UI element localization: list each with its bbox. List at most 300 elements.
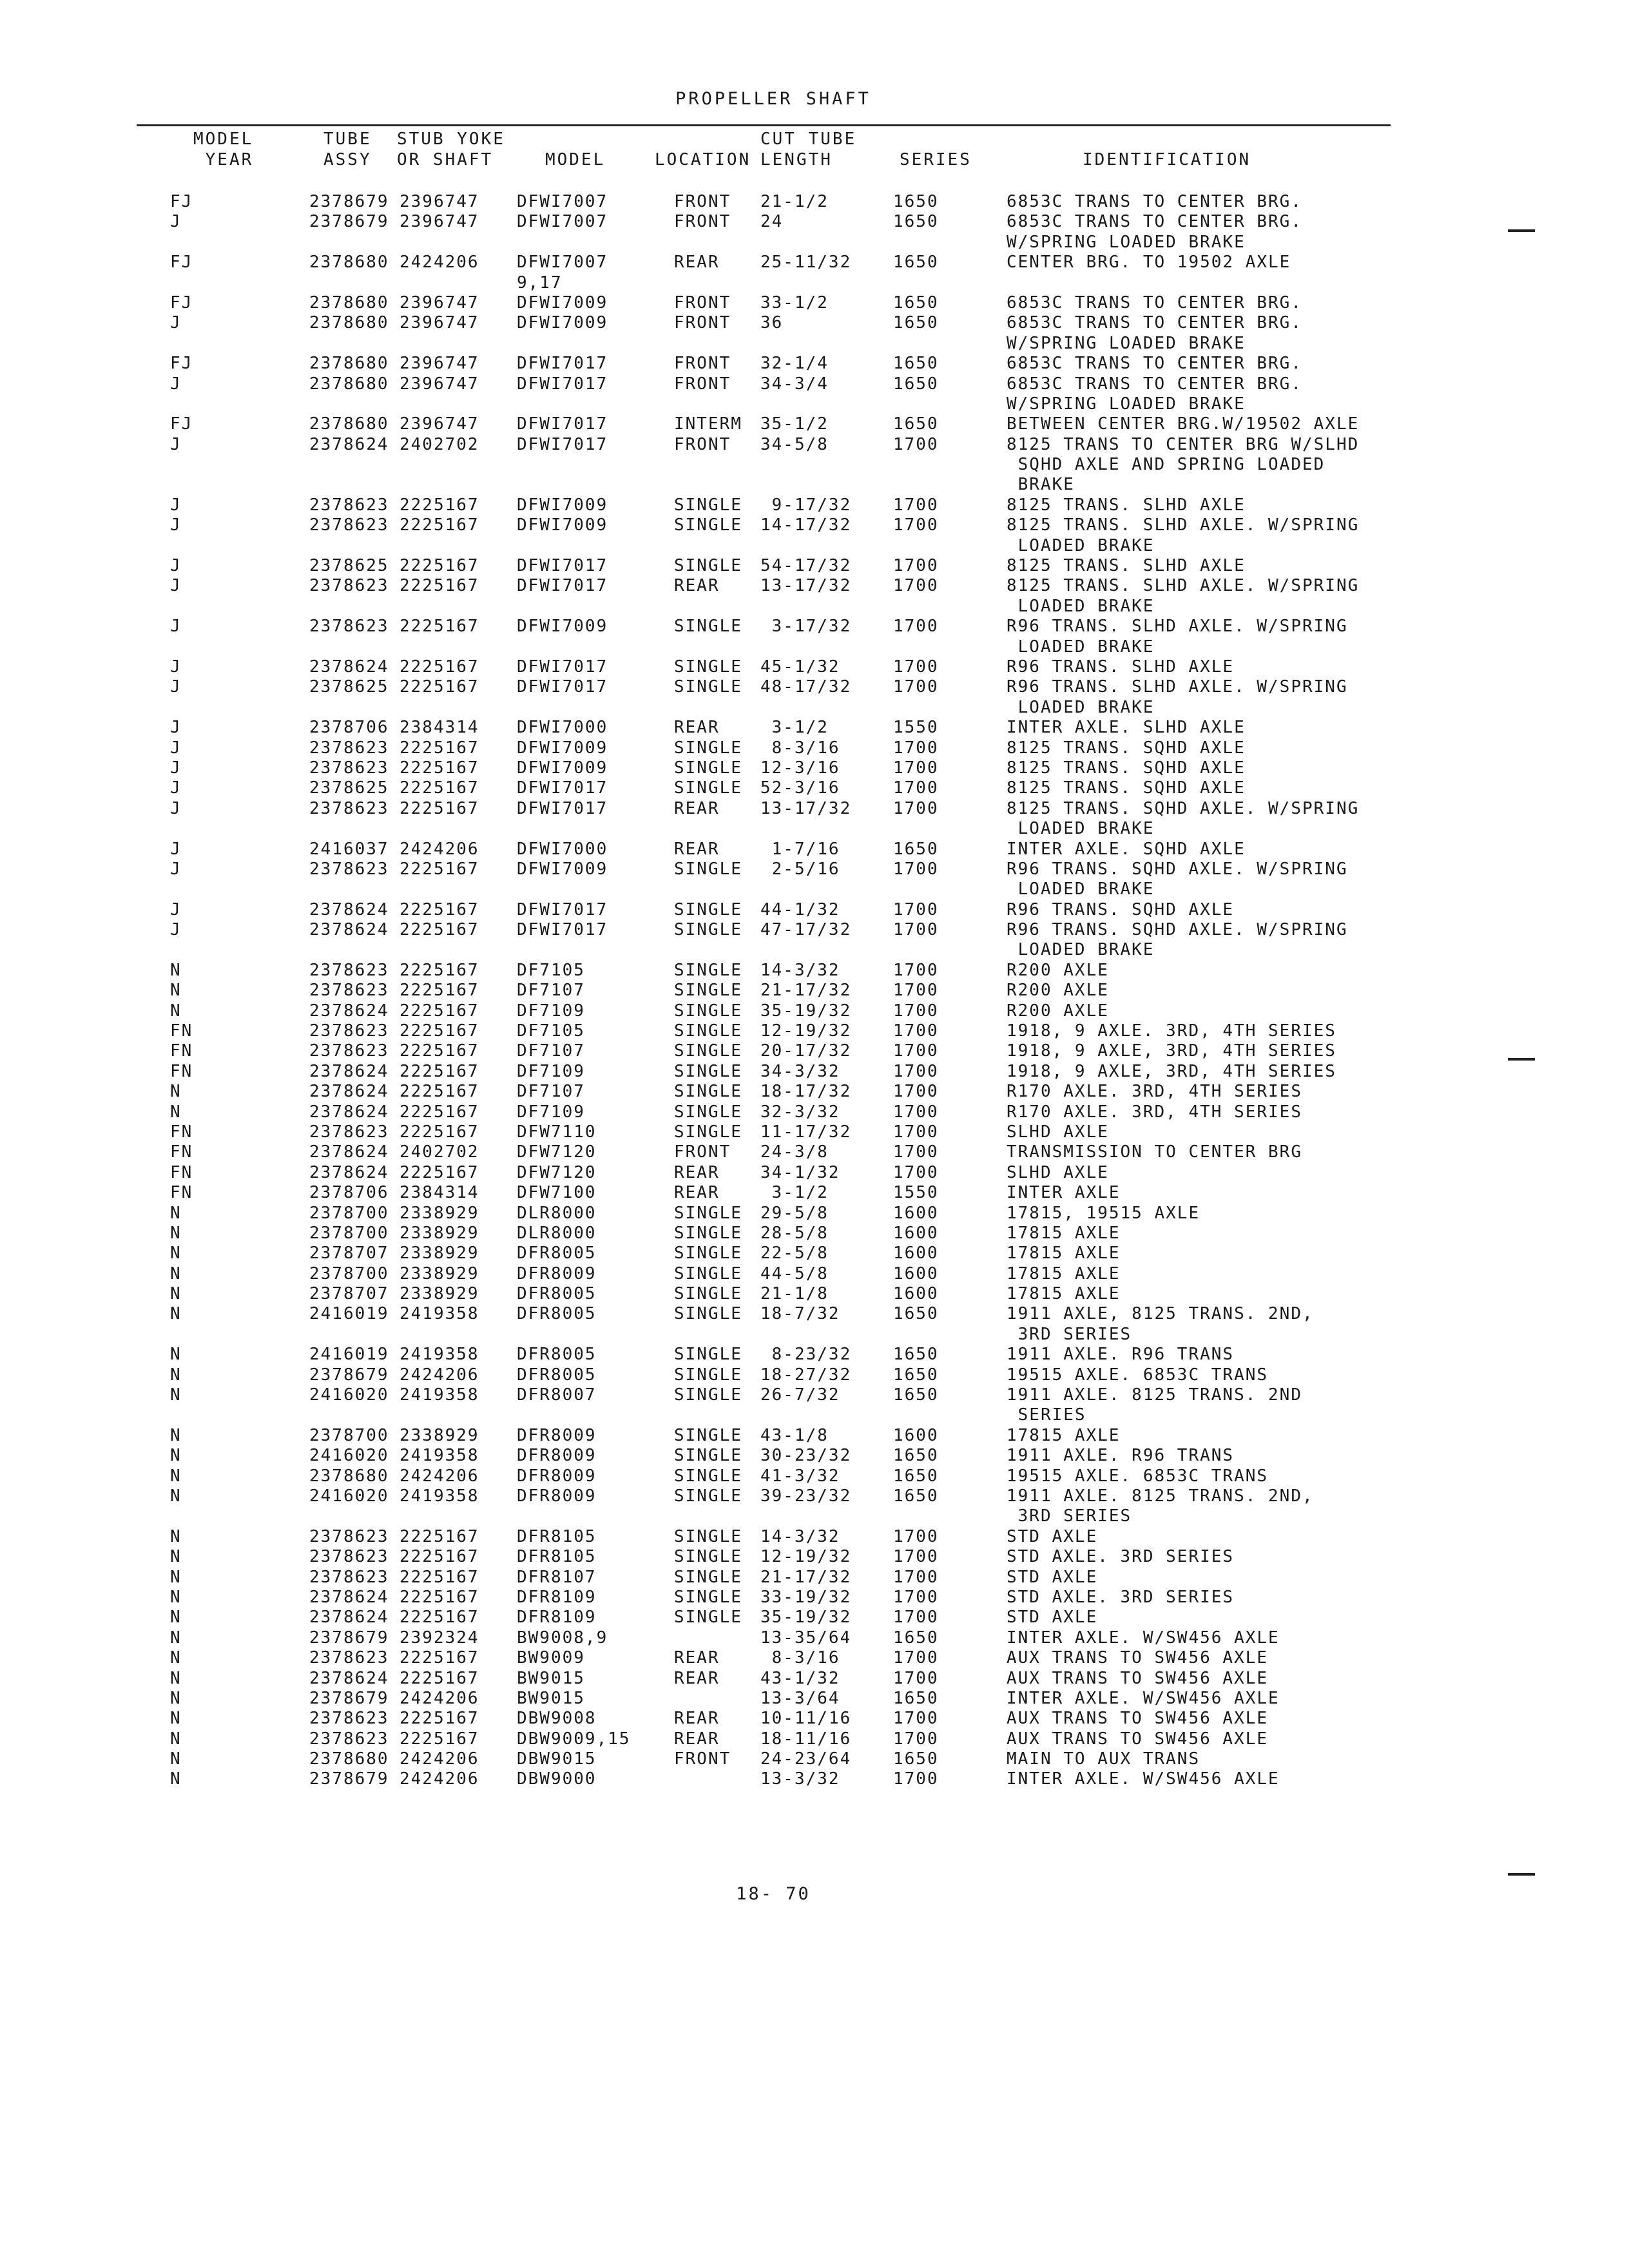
cell-identification: 8125 TRANS TO CENTER BRG W/SLHD bbox=[1007, 434, 1360, 454]
cell-identification: TRANSMISSION TO CENTER BRG bbox=[1007, 1142, 1302, 1162]
cell-model: DFWI7009 bbox=[517, 758, 608, 778]
cell-cut-length: 54-17/32 bbox=[760, 556, 852, 576]
cell-model-year: J bbox=[170, 313, 182, 333]
table-row bbox=[0, 1102, 1629, 1122]
cell-cut-length: 34-3/4 bbox=[760, 374, 829, 394]
cell-stub-yoke: 2419358 bbox=[400, 1385, 479, 1405]
table-row bbox=[0, 1244, 1629, 1264]
cell-identification: LOADED BRAKE bbox=[1007, 535, 1155, 555]
cell-identification: R96 TRANS. SQHD AXLE. W/SPRING bbox=[1007, 859, 1348, 879]
cell-tube-assy: 2378623 bbox=[309, 859, 389, 879]
cell-model-year: N bbox=[170, 1648, 182, 1668]
cell-location: REAR bbox=[674, 1648, 720, 1668]
cell-location: FRONT bbox=[674, 313, 731, 333]
cell-stub-yoke: 2225167 bbox=[400, 1709, 479, 1729]
cell-tube-assy: 2378623 bbox=[309, 576, 389, 596]
table-row bbox=[0, 1122, 1629, 1142]
cell-cut-length: 24-23/64 bbox=[760, 1749, 852, 1769]
cell-model: DFR8009 bbox=[517, 1446, 597, 1466]
cell-identification: W/SPRING LOADED BRAKE bbox=[1007, 333, 1246, 353]
cell-series: 1700 bbox=[893, 1547, 939, 1567]
table-row bbox=[0, 536, 1629, 556]
cell-model: DFWI7017 bbox=[517, 434, 608, 454]
cell-model: DFWI7009 bbox=[517, 859, 608, 879]
cell-location: SINGLE bbox=[674, 1466, 742, 1486]
cell-stub-yoke: 2225167 bbox=[400, 657, 479, 677]
cell-location: SINGLE bbox=[674, 1082, 742, 1102]
margin-mark bbox=[1508, 1873, 1535, 1876]
table-row bbox=[0, 515, 1629, 535]
cell-location: REAR bbox=[674, 1668, 720, 1688]
cell-cut-length: 35-19/32 bbox=[760, 1001, 852, 1021]
cell-tube-assy: 2378679 bbox=[309, 1769, 389, 1789]
cell-series: 1700 bbox=[893, 859, 939, 879]
cell-model: DFR8005 bbox=[517, 1244, 597, 1264]
cell-model-year: J bbox=[170, 920, 182, 940]
cell-location: FRONT bbox=[674, 293, 731, 312]
table-row bbox=[0, 334, 1629, 354]
cell-tube-assy: 2378623 bbox=[309, 1526, 389, 1546]
cell-identification: 1918, 9 AXLE, 3RD, 4TH SERIES bbox=[1007, 1041, 1336, 1061]
cell-location: FRONT bbox=[674, 1142, 731, 1162]
cell-cut-length: 28-5/8 bbox=[760, 1223, 829, 1243]
cell-location: SINGLE bbox=[674, 1122, 742, 1142]
cell-identification: 6853C TRANS TO CENTER BRG. bbox=[1007, 313, 1302, 333]
cell-model-year: J bbox=[170, 556, 182, 576]
cell-tube-assy: 2378680 bbox=[309, 1749, 389, 1769]
cell-stub-yoke: 2396747 bbox=[400, 293, 479, 312]
cell-model: DFR8009 bbox=[517, 1425, 597, 1445]
table-row bbox=[0, 718, 1629, 738]
cell-model-year: N bbox=[170, 1688, 182, 1708]
cell-model: 9,17 bbox=[517, 273, 563, 293]
cell-location: FRONT bbox=[674, 354, 731, 374]
cell-cut-length: 10-11/16 bbox=[760, 1709, 852, 1729]
cell-stub-yoke: 2402702 bbox=[400, 1142, 479, 1162]
cell-tube-assy: 2378680 bbox=[309, 313, 389, 333]
cell-location: REAR bbox=[674, 253, 720, 273]
cell-cut-length: 43-1/8 bbox=[760, 1425, 829, 1445]
cell-location: SINGLE bbox=[674, 1547, 742, 1567]
cell-model-year: N bbox=[170, 1587, 182, 1607]
cell-identification: 8125 TRANS. SQHD AXLE bbox=[1007, 778, 1246, 798]
table-row bbox=[0, 1062, 1629, 1082]
cell-tube-assy: 2378700 bbox=[309, 1203, 389, 1223]
table-row bbox=[0, 1345, 1629, 1365]
cell-series: 1700 bbox=[893, 1668, 939, 1688]
cell-location: REAR bbox=[674, 718, 720, 738]
cell-stub-yoke: 2419358 bbox=[400, 1486, 479, 1506]
cell-model-year: N bbox=[170, 1608, 182, 1628]
table-row bbox=[0, 1284, 1629, 1304]
cell-cut-length: 3-1/2 bbox=[760, 718, 829, 738]
table-row bbox=[0, 1204, 1629, 1224]
table-row bbox=[0, 920, 1629, 940]
cell-stub-yoke: 2384314 bbox=[400, 1183, 479, 1203]
table-row bbox=[0, 1304, 1629, 1324]
table-row bbox=[0, 637, 1629, 657]
cell-location: SINGLE bbox=[674, 899, 742, 919]
cell-model: DFWI7017 bbox=[517, 414, 608, 434]
margin-mark bbox=[1508, 229, 1535, 232]
cell-model: DF7105 bbox=[517, 1021, 585, 1041]
cell-model-year: N bbox=[170, 1284, 182, 1304]
table-row bbox=[0, 1669, 1629, 1689]
cell-tube-assy: 2416019 bbox=[309, 1304, 389, 1324]
cell-series: 1700 bbox=[893, 617, 939, 637]
cell-series: 1700 bbox=[893, 758, 939, 778]
cell-identification: AUX TRANS TO SW456 AXLE bbox=[1007, 1668, 1269, 1688]
cell-tube-assy: 2378680 bbox=[309, 374, 389, 394]
cell-tube-assy: 2378623 bbox=[309, 1547, 389, 1567]
cell-tube-assy: 2378707 bbox=[309, 1284, 389, 1304]
cell-tube-assy: 2378624 bbox=[309, 1001, 389, 1021]
cell-model: DFWI7007 bbox=[517, 192, 608, 211]
cell-series: 1700 bbox=[893, 576, 939, 596]
cell-tube-assy: 2378680 bbox=[309, 293, 389, 312]
cell-location: SINGLE bbox=[674, 738, 742, 758]
cell-series: 1600 bbox=[893, 1223, 939, 1243]
table-row bbox=[0, 738, 1629, 758]
cell-location: SINGLE bbox=[674, 1203, 742, 1223]
cell-model-year: N bbox=[170, 1223, 182, 1243]
cell-series: 1700 bbox=[893, 960, 939, 980]
table-row bbox=[0, 1325, 1629, 1345]
cell-series: 1700 bbox=[893, 434, 939, 454]
cell-model-year: J bbox=[170, 374, 182, 394]
cell-identification: STD AXLE bbox=[1007, 1608, 1098, 1628]
cell-series: 1700 bbox=[893, 1142, 939, 1162]
cell-tube-assy: 2378706 bbox=[309, 718, 389, 738]
cell-model-year: J bbox=[170, 899, 182, 919]
cell-identification: 6853C TRANS TO CENTER BRG. bbox=[1007, 192, 1302, 211]
cell-identification: R200 AXLE bbox=[1007, 981, 1109, 1001]
cell-stub-yoke: 2338929 bbox=[400, 1244, 479, 1264]
header-cut-tube-length: CUT TUBE LENGTH bbox=[760, 130, 857, 169]
cell-series: 1700 bbox=[893, 798, 939, 818]
cell-model-year: N bbox=[170, 1526, 182, 1546]
table-row bbox=[0, 819, 1629, 839]
cell-model-year: N bbox=[170, 1729, 182, 1749]
cell-identification: LOADED BRAKE bbox=[1007, 637, 1155, 657]
table-row bbox=[0, 435, 1629, 455]
cell-model: BW9009 bbox=[517, 1648, 585, 1668]
cell-cut-length: 21-17/32 bbox=[760, 981, 852, 1001]
cell-stub-yoke: 2338929 bbox=[400, 1264, 479, 1283]
cell-location: SINGLE bbox=[674, 1486, 742, 1506]
cell-stub-yoke: 2225167 bbox=[400, 1729, 479, 1749]
cell-model: DFW7110 bbox=[517, 1122, 597, 1142]
cell-cut-length: 43-1/32 bbox=[760, 1668, 840, 1688]
cell-stub-yoke: 2225167 bbox=[400, 1608, 479, 1628]
cell-stub-yoke: 2225167 bbox=[400, 1648, 479, 1668]
cell-cut-length: 24-3/8 bbox=[760, 1142, 829, 1162]
table-row bbox=[0, 617, 1629, 637]
cell-stub-yoke: 2225167 bbox=[400, 677, 479, 697]
cell-location: SINGLE bbox=[674, 758, 742, 778]
cell-series: 1600 bbox=[893, 1284, 939, 1304]
cell-identification: 17815 AXLE bbox=[1007, 1244, 1121, 1264]
table-row bbox=[0, 1224, 1629, 1244]
header-rule bbox=[137, 124, 1391, 126]
cell-series: 1650 bbox=[893, 1385, 939, 1405]
cell-identification: 17815 AXLE bbox=[1007, 1284, 1121, 1304]
table-row bbox=[0, 900, 1629, 920]
cell-series: 1700 bbox=[893, 1041, 939, 1061]
cell-identification: R96 TRANS. SLHD AXLE. W/SPRING bbox=[1007, 617, 1348, 637]
cell-stub-yoke: 2424206 bbox=[400, 1365, 479, 1385]
cell-identification: LOADED BRAKE bbox=[1007, 819, 1155, 839]
cell-tube-assy: 2378700 bbox=[309, 1223, 389, 1243]
table-row bbox=[0, 657, 1629, 677]
cell-series: 1650 bbox=[893, 313, 939, 333]
cell-identification: INTER AXLE. SQHD AXLE bbox=[1007, 839, 1246, 859]
cell-model-year: N bbox=[170, 1486, 182, 1506]
cell-location: SINGLE bbox=[674, 677, 742, 697]
cell-stub-yoke: 2384314 bbox=[400, 718, 479, 738]
cell-location: SINGLE bbox=[674, 1385, 742, 1405]
cell-model: DF7105 bbox=[517, 960, 585, 980]
cell-series: 1650 bbox=[893, 1486, 939, 1506]
cell-identification: 3RD SERIES bbox=[1007, 1506, 1132, 1526]
cell-stub-yoke: 2225167 bbox=[400, 1587, 479, 1607]
cell-model: DFWI7007 bbox=[517, 253, 608, 273]
table-row bbox=[0, 1608, 1629, 1628]
cell-identification: SLHD AXLE bbox=[1007, 1162, 1109, 1182]
cell-cut-length: 52-3/16 bbox=[760, 778, 840, 798]
cell-model: DFWI7017 bbox=[517, 354, 608, 374]
cell-cut-length: 13-35/64 bbox=[760, 1628, 852, 1648]
cell-location: SINGLE bbox=[674, 1001, 742, 1021]
cell-cut-length: 13-3/64 bbox=[760, 1688, 840, 1708]
cell-cut-length: 44-1/32 bbox=[760, 899, 840, 919]
cell-model-year: J bbox=[170, 576, 182, 596]
header-series: SERIES bbox=[900, 150, 972, 169]
cell-stub-yoke: 2338929 bbox=[400, 1223, 479, 1243]
cell-location: SINGLE bbox=[674, 1021, 742, 1041]
cell-stub-yoke: 2225167 bbox=[400, 1526, 479, 1546]
cell-series: 1650 bbox=[893, 192, 939, 211]
cell-model: DF7109 bbox=[517, 1102, 585, 1122]
cell-location: SINGLE bbox=[674, 1061, 742, 1081]
cell-model-year: N bbox=[170, 1102, 182, 1122]
cell-model-year: J bbox=[170, 212, 182, 232]
table-row bbox=[0, 981, 1629, 1001]
cell-series: 1700 bbox=[893, 556, 939, 576]
cell-stub-yoke: 2424206 bbox=[400, 1466, 479, 1486]
cell-stub-yoke: 2225167 bbox=[400, 981, 479, 1001]
cell-model: DFWI7017 bbox=[517, 576, 608, 596]
cell-cut-length: 47-17/32 bbox=[760, 920, 852, 940]
table-row bbox=[0, 1183, 1629, 1203]
cell-model-year: N bbox=[170, 1082, 182, 1102]
cell-identification: INTER AXLE. W/SW456 AXLE bbox=[1007, 1628, 1280, 1648]
table-row bbox=[0, 677, 1629, 697]
cell-identification: 1911 AXLE. 8125 TRANS. 2ND bbox=[1007, 1385, 1302, 1405]
cell-identification: AUX TRANS TO SW456 AXLE bbox=[1007, 1648, 1269, 1668]
table-row bbox=[0, 1426, 1629, 1446]
table-row bbox=[0, 1506, 1629, 1526]
cell-tube-assy: 2378625 bbox=[309, 556, 389, 576]
cell-model: DFWI7009 bbox=[517, 738, 608, 758]
cell-series: 1650 bbox=[893, 1466, 939, 1486]
cell-model: BW9015 bbox=[517, 1688, 585, 1708]
cell-identification: R96 TRANS. SLHD AXLE. W/SPRING bbox=[1007, 677, 1348, 697]
cell-model: DLR8000 bbox=[517, 1223, 597, 1243]
cell-cut-length: 12-19/32 bbox=[760, 1547, 852, 1567]
cell-series: 1700 bbox=[893, 738, 939, 758]
table-row bbox=[0, 1001, 1629, 1021]
cell-cut-length: 1-7/16 bbox=[760, 839, 840, 859]
cell-stub-yoke: 2419358 bbox=[400, 1345, 479, 1365]
table-row bbox=[0, 374, 1629, 394]
cell-model: DLR8000 bbox=[517, 1203, 597, 1223]
cell-series: 1700 bbox=[893, 1082, 939, 1102]
cell-model-year: J bbox=[170, 839, 182, 859]
cell-stub-yoke: 2424206 bbox=[400, 1688, 479, 1708]
cell-model: DFWI7007 bbox=[517, 212, 608, 232]
cell-series: 1650 bbox=[893, 354, 939, 374]
table-row bbox=[0, 1729, 1629, 1749]
cell-stub-yoke: 2424206 bbox=[400, 1769, 479, 1789]
cell-stub-yoke: 2225167 bbox=[400, 899, 479, 919]
cell-series: 1600 bbox=[893, 1425, 939, 1445]
cell-cut-length: 8-3/16 bbox=[760, 738, 840, 758]
page-number: 18- 70 bbox=[736, 1884, 811, 1904]
table-row bbox=[0, 1689, 1629, 1709]
cell-tube-assy: 2378679 bbox=[309, 212, 389, 232]
cell-identification: 1911 AXLE. R96 TRANS bbox=[1007, 1345, 1235, 1365]
cell-identification: 8125 TRANS. SQHD AXLE bbox=[1007, 738, 1246, 758]
cell-tube-assy: 2416037 bbox=[309, 839, 389, 859]
cell-series: 1700 bbox=[893, 657, 939, 677]
table-row bbox=[0, 597, 1629, 617]
cell-identification: SLHD AXLE bbox=[1007, 1122, 1109, 1142]
table-row bbox=[0, 860, 1629, 879]
cell-identification: 19515 AXLE. 6853C TRANS bbox=[1007, 1466, 1269, 1486]
cell-stub-yoke: 2225167 bbox=[400, 1567, 479, 1587]
table-row bbox=[0, 1588, 1629, 1608]
cell-location: REAR bbox=[674, 1729, 720, 1749]
cell-series: 1650 bbox=[893, 414, 939, 434]
cell-cut-length: 18-11/16 bbox=[760, 1729, 852, 1749]
cell-series: 1700 bbox=[893, 1729, 939, 1749]
cell-stub-yoke: 2424206 bbox=[400, 253, 479, 273]
cell-model: DFR8109 bbox=[517, 1608, 597, 1628]
cell-model: DFWI7017 bbox=[517, 556, 608, 576]
cell-tube-assy: 2378679 bbox=[309, 192, 389, 211]
table-row bbox=[0, 1385, 1629, 1405]
cell-location: SINGLE bbox=[674, 515, 742, 535]
cell-model-year: FN bbox=[170, 1061, 193, 1081]
table-row bbox=[0, 1749, 1629, 1769]
cell-stub-yoke: 2225167 bbox=[400, 576, 479, 596]
cell-stub-yoke: 2338929 bbox=[400, 1425, 479, 1445]
cell-model-year: N bbox=[170, 1425, 182, 1445]
cell-location: REAR bbox=[674, 1183, 720, 1203]
cell-identification: 1918, 9 AXLE, 3RD, 4TH SERIES bbox=[1007, 1061, 1336, 1081]
cell-tube-assy: 2378623 bbox=[309, 758, 389, 778]
cell-series: 1550 bbox=[893, 718, 939, 738]
cell-model-year: N bbox=[170, 1466, 182, 1486]
table-row bbox=[0, 233, 1629, 253]
cell-model: DFWI7009 bbox=[517, 293, 608, 312]
cell-location: INTERM bbox=[674, 414, 742, 434]
cell-location: SINGLE bbox=[674, 778, 742, 798]
cell-tube-assy: 2378623 bbox=[309, 1041, 389, 1061]
cell-cut-length: 9-17/32 bbox=[760, 495, 852, 515]
cell-model: DF7109 bbox=[517, 1061, 585, 1081]
cell-identification: 6853C TRANS TO CENTER BRG. bbox=[1007, 212, 1302, 232]
cell-location: SINGLE bbox=[674, 1345, 742, 1365]
table-row bbox=[0, 1163, 1629, 1183]
cell-tube-assy: 2378623 bbox=[309, 798, 389, 818]
cell-model: DFWI7017 bbox=[517, 657, 608, 677]
cell-location: SINGLE bbox=[674, 617, 742, 637]
cell-identification: 8125 TRANS. SLHD AXLE. W/SPRING bbox=[1007, 515, 1360, 535]
cell-tube-assy: 2378624 bbox=[309, 657, 389, 677]
cell-tube-assy: 2378679 bbox=[309, 1628, 389, 1648]
cell-stub-yoke: 2424206 bbox=[400, 1749, 479, 1769]
cell-model: DFW7120 bbox=[517, 1142, 597, 1162]
cell-series: 1700 bbox=[893, 495, 939, 515]
cell-model-year: J bbox=[170, 758, 182, 778]
cell-identification: 8125 TRANS. SLHD AXLE bbox=[1007, 495, 1246, 515]
cell-model-year: N bbox=[170, 1385, 182, 1405]
cell-model: DFR8009 bbox=[517, 1466, 597, 1486]
table-row bbox=[0, 799, 1629, 819]
cell-identification: SQHD AXLE AND SPRING LOADED bbox=[1007, 455, 1325, 475]
cell-model-year: FN bbox=[170, 1162, 193, 1182]
cell-cut-length: 21-1/8 bbox=[760, 1284, 829, 1304]
cell-cut-length: 21-1/2 bbox=[760, 192, 829, 211]
table-row bbox=[0, 576, 1629, 596]
cell-model: DFR8005 bbox=[517, 1284, 597, 1304]
cell-tube-assy: 2378623 bbox=[309, 495, 389, 515]
cell-model: DFR8009 bbox=[517, 1486, 597, 1506]
cell-tube-assy: 2378623 bbox=[309, 1709, 389, 1729]
cell-identification: LOADED BRAKE bbox=[1007, 596, 1155, 616]
cell-tube-assy: 2378625 bbox=[309, 778, 389, 798]
cell-identification: STD AXLE bbox=[1007, 1567, 1098, 1587]
cell-series: 1650 bbox=[893, 1628, 939, 1648]
cell-cut-length: 30-23/32 bbox=[760, 1446, 852, 1466]
cell-stub-yoke: 2225167 bbox=[400, 798, 479, 818]
table-row bbox=[0, 313, 1629, 333]
cell-model: BW9015 bbox=[517, 1668, 585, 1688]
cell-tube-assy: 2378623 bbox=[309, 981, 389, 1001]
cell-location: SINGLE bbox=[674, 657, 742, 677]
cell-stub-yoke: 2419358 bbox=[400, 1446, 479, 1466]
cell-series: 1650 bbox=[893, 1365, 939, 1385]
cell-model-year: N bbox=[170, 1668, 182, 1688]
cell-location: REAR bbox=[674, 1709, 720, 1729]
cell-location: SINGLE bbox=[674, 1425, 742, 1445]
cell-cut-length: 13-17/32 bbox=[760, 798, 852, 818]
table-row bbox=[0, 778, 1629, 798]
cell-model: DBW9015 bbox=[517, 1749, 597, 1769]
cell-series: 1600 bbox=[893, 1203, 939, 1223]
cell-identification: 6853C TRANS TO CENTER BRG. bbox=[1007, 374, 1302, 394]
cell-model: DFWI7009 bbox=[517, 617, 608, 637]
cell-identification: INTER AXLE. W/SW456 AXLE bbox=[1007, 1769, 1280, 1789]
cell-series: 1600 bbox=[893, 1264, 939, 1283]
cell-model-year: FJ bbox=[170, 414, 193, 434]
cell-model: DFW7120 bbox=[517, 1162, 597, 1182]
cell-cut-length: 41-3/32 bbox=[760, 1466, 840, 1486]
cell-model-year: J bbox=[170, 738, 182, 758]
cell-stub-yoke: 2225167 bbox=[400, 1668, 479, 1688]
